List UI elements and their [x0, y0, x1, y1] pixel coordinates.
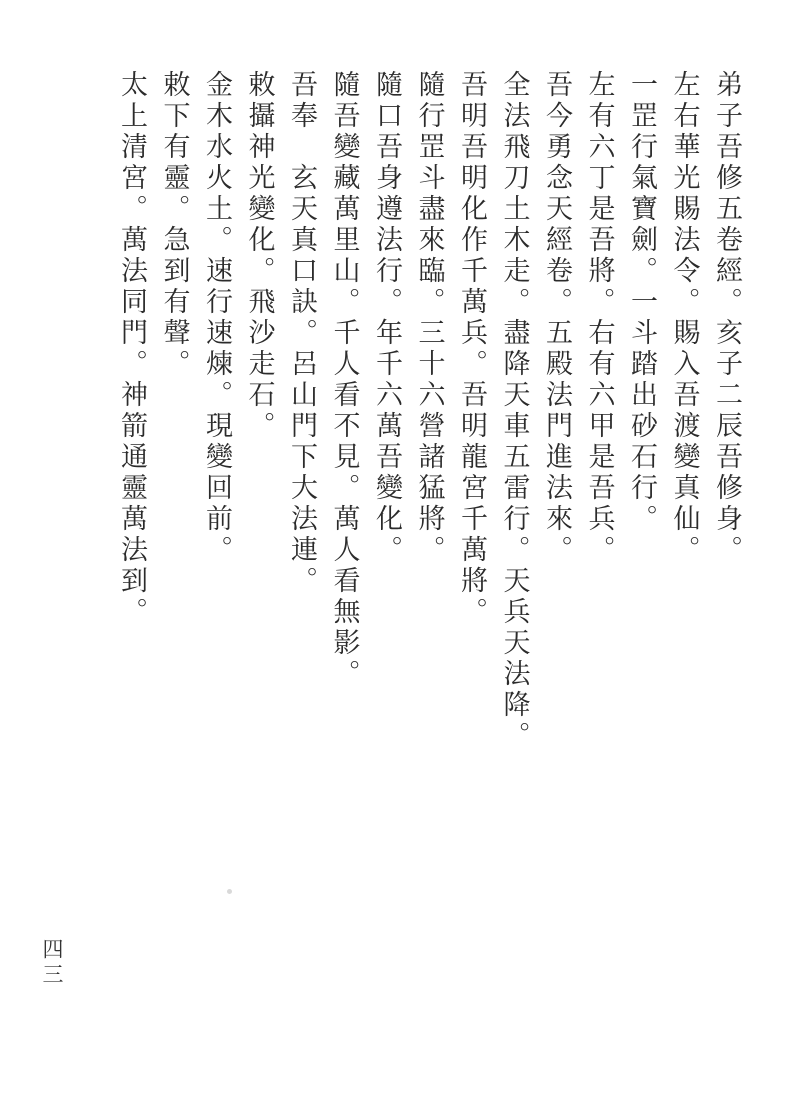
text-column: 一罡行氣寶劍。一斗踏出砂石行。 [626, 70, 657, 535]
text-column: 弟子吾修五卷經。亥子二辰吾修身。 [711, 70, 742, 566]
scripture-text-block [110, 70, 748, 830]
text-column: 吾奉 玄天真口訣。呂山門下大法連。 [286, 70, 317, 597]
text-column: 敕下有靈。急到有聲。 [158, 70, 190, 380]
text-column: 隨吾變藏萬里山。千人看不見。萬人看無影。 [328, 70, 360, 690]
text-column: 隨口吾身遵法行。年千六萬吾變化。 [371, 70, 402, 566]
text-column: 敕攝神光變化。飛沙走石。 [243, 70, 275, 442]
text-column: 隨行罡斗盡來臨。三十六營諸猛將。 [413, 70, 445, 566]
text-column: 吾今勇念天經卷。五殿法門進法來。 [541, 70, 572, 566]
text-column: 左右華光賜法令。賜入吾渡變真仙。 [668, 70, 700, 566]
text-column: 左有六丁是吾將。右有六甲是吾兵。 [583, 70, 615, 566]
text-column: 太上清宮。萬法同門。神箭通靈萬法到。 [116, 70, 147, 628]
text-column: 吾明吾明化作千萬兵。吾明龍宮千萬將。 [456, 70, 487, 628]
text-column: 全法飛刀土木走。盡降天車五雷行。天兵天法降。 [498, 70, 530, 752]
text-column: 金木水火土。速行速煉。現變回前。 [201, 70, 232, 566]
page-number: 四三 [40, 938, 64, 988]
scan-artifact-speck [227, 889, 232, 894]
